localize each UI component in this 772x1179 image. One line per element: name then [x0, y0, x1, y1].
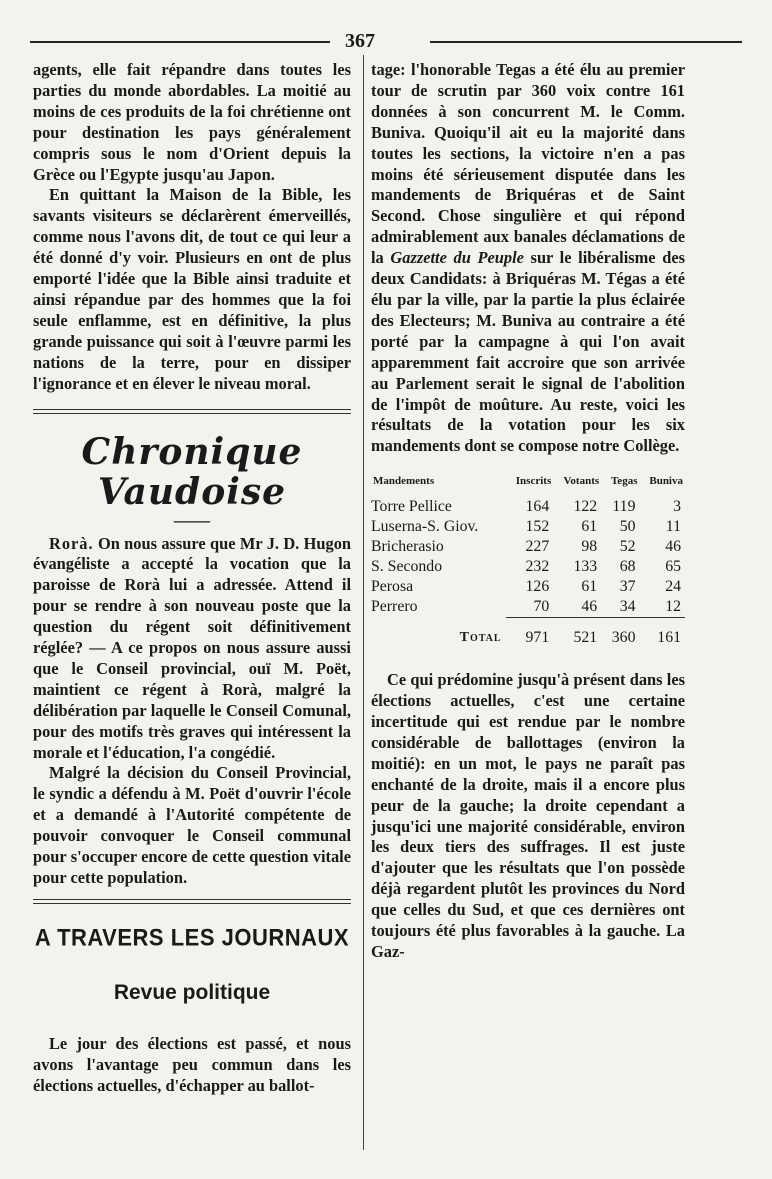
results-table: [371, 471, 685, 648]
row-tegas: 119: [612, 498, 636, 516]
section-title: Chronique Vaudoise: [81, 430, 303, 513]
row-buniva: 3: [673, 498, 681, 516]
row-inscrits: 152: [525, 518, 550, 536]
rora-paragraph-2: Malgré la décision du Conseil Provincial, le syndic a défendu à M. Poët d'ouvrir l'école et a demandé à l'Autorité compétente de pouvoir convoquer le Conseil communal pour s'occuper encore de cette question vitale pour cette population.: [33, 763, 351, 887]
row-votants: 133: [573, 558, 598, 576]
header-tegas: Tegas: [610, 475, 638, 488]
revue-title: Revue politique: [113, 980, 271, 1004]
header-rule-left: [30, 41, 330, 43]
row-votants: 46: [581, 598, 598, 616]
row-votants: 61: [581, 578, 598, 596]
row-votants: 122: [573, 498, 598, 516]
row-tegas: 52: [619, 538, 636, 556]
row-name: S. Secondo: [371, 558, 443, 576]
row-tegas: 37: [619, 578, 636, 596]
row-tegas: 34: [619, 598, 636, 616]
row-name: Bricherasio: [371, 538, 444, 556]
right-paragraph-1-start: tage: l'honorable Tegas a été élu au premier tour de scrutin par 360 voix contre 161 données à son concurrent M. le Comm. Buniva. Quoiqu'il ait eu la majorité dans toutes les sections, la victoire n'en a pas moins été sérieusement disputée dans les mandements de Briquéras et de Saint Second. Chose singulière et qui répond admirablement aux banales déclamations de la: [371, 60, 685, 268]
gazette-title: Gazzette du Peuple: [390, 248, 524, 268]
right-column: [371, 60, 685, 963]
table-row: [371, 537, 685, 557]
row-name: Torre Pellice: [371, 498, 452, 516]
table-row: [371, 577, 685, 597]
row-name: Perrero: [371, 598, 418, 616]
page-header: [30, 30, 742, 52]
revue-paragraph: Le jour des élections est passé, et nous avons l'avantage peu commun dans les élections actuelles, d'échapper au ballot-: [33, 1033, 351, 1095]
row-name: Perosa: [371, 578, 414, 596]
right-paragraph-1: [371, 60, 685, 457]
total-label: Total: [459, 629, 502, 645]
results-header-row: [371, 471, 685, 497]
row-buniva: 65: [665, 558, 681, 576]
table-row: [371, 597, 685, 618]
total-row: [371, 618, 685, 649]
row-inscrits: 70: [533, 598, 550, 616]
header-rule-right: [430, 41, 742, 43]
total-votants: 521: [553, 618, 601, 649]
rora-paragraph: [33, 534, 351, 764]
header-mandements: Mandements: [373, 475, 435, 488]
table-row: [371, 557, 685, 577]
row-buniva: 11: [665, 518, 681, 536]
row-votants: 61: [581, 518, 598, 536]
row-inscrits: 227: [525, 538, 550, 556]
section-divider-2: [33, 899, 351, 904]
page-number: 367: [345, 30, 375, 52]
section-title-mark: ——: [174, 509, 210, 530]
row-buniva: 12: [665, 598, 681, 616]
header-buniva: Buniva: [649, 475, 683, 488]
total-tegas: 360: [601, 618, 639, 649]
row-inscrits: 126: [525, 578, 550, 596]
table-row: [371, 497, 685, 517]
rora-text: On nous assure que Mr J. D. Hugon évangéliste a accepté la vocation que la paroisse de Rorà lui a adressée. Attend il pour se rendre à son nouveau poste que la question du régent soit définitivement réglée? — A ce propos on nous assure aussi que le Conseil provincial, ouï M. Poët, maintient ce régent à Rorà, malgré la délibération par laquelle le Conseil Comunal, pour des motifs très graves qui intéressent la morale et l'éducation, l'a congédié.: [33, 533, 351, 762]
row-buniva: 46: [665, 538, 681, 556]
intro-paragraph-1: agents, elle fait répandre dans toutes les parties du monde abordables. La moitié au moins de ces produits de la foi chrétienne ont pour destination les pays généralement compris sous le nom d'Orient depuis la Grèce ou l'Egypte jusqu'au Japon.: [33, 60, 351, 184]
table-row: [371, 517, 685, 537]
right-paragraph-2: Ce qui prédomine jusqu'à présent dans les élections actuelles, c'est une certaine incertitude qui est rendue par le nombre considérable de ballottages (environ la moitié): en un mot, le pays ne paraît pas enchanté de la droite, mais il a encore plus peur de la gauche; la droite cependant a jusqu'ici une majorité considérable, environ les deux tiers des suffrages. Il est juste d'ajouter que les résultats que l'on possède déjà regardent plutôt les provinces du Nord que celles du Sud, et que ces dernières ont toujours été plus favorables à la gauche. La Gaz-: [371, 670, 685, 961]
right-paragraph-1-end: sur le libéralisme des deux Candidats: à Briquéras M. Tégas a été élu par la ville, par la partie la plus éclairée des Electeurs; M. Buniva au contraire a été porté par la campagne à qui l'on avait apparemment fait accroire que son arrivée au Parlement serait le signal de l'abolition de l'impôt de moûture. Au reste, voici les résultats de la votation pour les six mandements dont se compose notre Collège.: [371, 248, 685, 456]
row-buniva: 24: [665, 578, 681, 596]
header-votants: Votants: [563, 475, 600, 488]
total-buniva: 161: [639, 618, 685, 649]
total-inscrits: 971: [506, 618, 554, 649]
row-inscrits: 164: [525, 498, 550, 516]
journaux-title: A TRAVERS LES JOURNAUX: [34, 923, 350, 952]
intro-paragraph-2: En quittant la Maison de la Bible, les savants visiteurs se déclarèrent émerveillés, comme nous l'avons dit, de tout ce qui leur a été donné d'y voir. Plusieurs en ont de plus emporté l'idée que la Bible ainsi traduite et ainsi répandue par des hommes que la foi seule enflamme, est en définitive, la plus grande puissance qui soit à l'œuvre parmi les nations de la terre, pour en dissiper l'ignorance et en élever le niveau moral.: [33, 185, 351, 393]
left-column: [33, 60, 351, 1096]
column-divider: [363, 55, 364, 1150]
row-votants: 98: [581, 538, 598, 556]
row-tegas: 68: [619, 558, 636, 576]
header-inscrits: Inscrits: [515, 475, 552, 488]
section-divider: [33, 409, 351, 414]
row-name: Luserna-S. Giov.: [371, 518, 479, 536]
row-inscrits: 232: [525, 558, 550, 576]
row-tegas: 50: [619, 518, 636, 536]
rora-lead: Rorà.: [49, 533, 94, 553]
